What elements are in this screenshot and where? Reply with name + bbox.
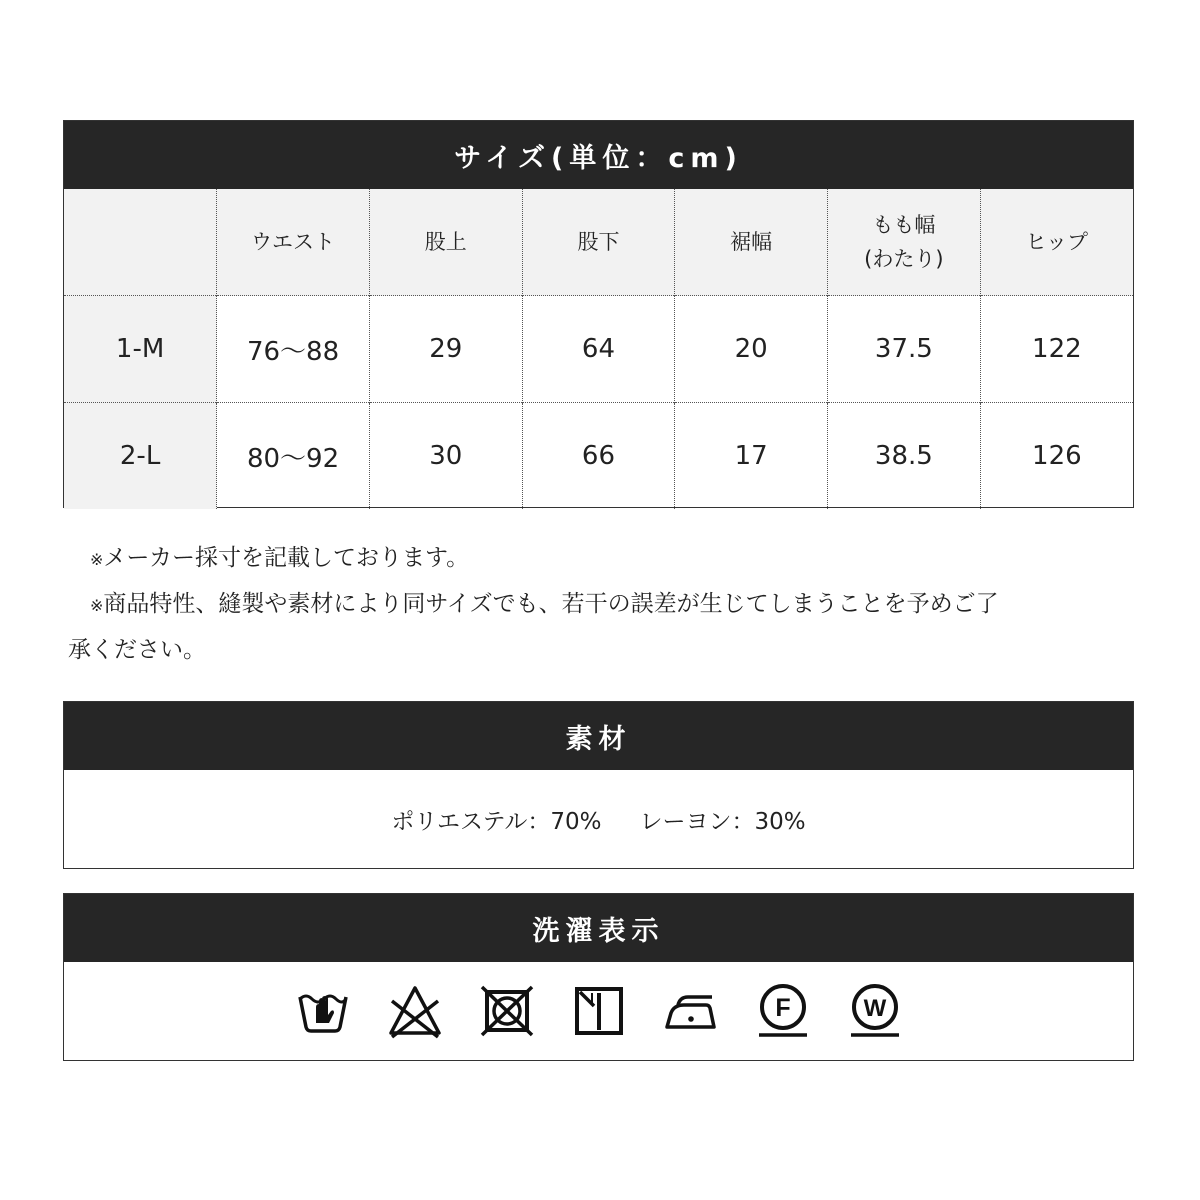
size-label: 2-L (64, 403, 217, 510)
table-cell: 38.5 (828, 403, 981, 510)
no-tumble-dry-icon (480, 983, 534, 1039)
column-header-hem-width: 裾幅 (675, 189, 828, 296)
wash-icons (64, 962, 1133, 1060)
table-row (64, 403, 1133, 510)
column-header-inseam: 股下 (522, 189, 675, 296)
size-table (64, 189, 1133, 509)
table-cell: 64 (522, 296, 675, 403)
no-bleach-icon (388, 983, 442, 1039)
table-row (64, 296, 1133, 403)
thigh-width-line1: もも幅 (872, 213, 936, 237)
material-item: レーヨン：30% (639, 808, 806, 835)
material-section (63, 701, 1134, 869)
table-cell: 17 (675, 403, 828, 510)
table-cell: 30 (369, 403, 522, 510)
table-cell: 37.5 (828, 296, 981, 403)
table-cell: 20 (675, 296, 828, 403)
wash-section (63, 893, 1134, 1061)
line-dry-shade-icon (572, 983, 626, 1039)
table-cell: 66 (522, 403, 675, 510)
material-item: ポリエステル：70% (391, 808, 602, 835)
column-header-hip: ヒップ (980, 189, 1133, 296)
column-header-rise: 股上 (369, 189, 522, 296)
thigh-width-line2: (わたり) (864, 247, 944, 271)
table-cell: 126 (980, 403, 1133, 510)
wash-title: 洗濯表示 (64, 894, 1133, 962)
table-cell: 76〜88 (217, 296, 370, 403)
material-title: 素材 (64, 702, 1133, 770)
svg-text:F: F (774, 994, 791, 1022)
corner-cell (64, 189, 217, 296)
svg-text:W: W (863, 995, 886, 1022)
hand-wash-icon (296, 983, 350, 1039)
note-line: ※メーカー採寸を記載しております。 (90, 545, 470, 571)
table-cell: 122 (980, 296, 1133, 403)
iron-low-icon (664, 983, 718, 1039)
table-cell: 29 (369, 296, 522, 403)
material-body (64, 770, 1133, 868)
dry-clean-f-icon (756, 983, 810, 1039)
size-label: 1-M (64, 296, 217, 403)
size-table-header-row (64, 189, 1133, 296)
size-table-section (63, 120, 1134, 508)
size-table-title: サイズ(単位：cm) (64, 121, 1133, 189)
note-line: 承ください。 (68, 637, 206, 663)
note-line: ※商品特性、縫製や素材により同サイズでも、若干の誤差が生じてしまうことを予めご了 (90, 591, 999, 617)
notes (68, 536, 1138, 672)
table-cell: 80〜92 (217, 403, 370, 510)
wet-clean-w-icon (848, 983, 902, 1039)
column-header-waist: ウエスト (217, 189, 370, 296)
column-header-thigh-width (828, 189, 981, 296)
